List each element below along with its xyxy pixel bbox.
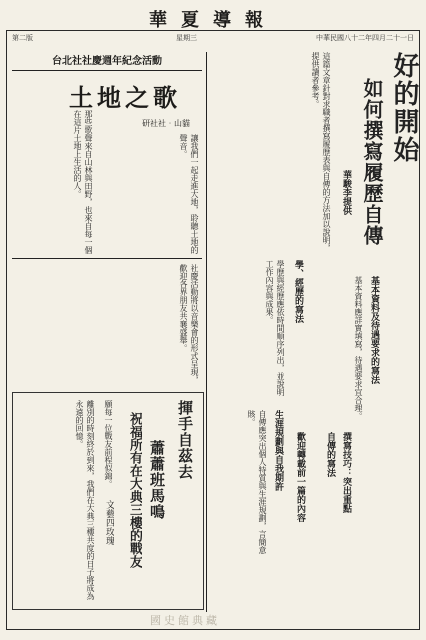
farewell-author: 文藝四玫瑰	[104, 500, 114, 545]
feature-subhead-4: 撰寫技巧：突出重點	[341, 432, 351, 513]
feature-body-2: 學歷與經歷應依時間順序列出，並說明工作內容與成果。	[265, 260, 285, 396]
feature-subtitle: 如何撰寫履歷自傳	[360, 78, 384, 246]
feature-subhead-2: 學、經歷的寫法	[293, 260, 303, 323]
weekday-text: 星期三	[176, 34, 197, 42]
sidebar-body-2: 那些歌聲來自山林與田野，也來自每一個在這片土地上生活的人。	[73, 110, 93, 254]
feature-subhead-1: 基本資料及待遇要求的寫法	[369, 276, 379, 384]
farewell-title-2: 蕭蕭班馬鳴	[148, 440, 166, 520]
sidebar-body-3: 社慶活動將以音樂會的形式呈現，歡迎各界朋友共襄盛舉。	[179, 264, 199, 384]
farewell-subtitle: 祝福所有在大典三樓的戰友	[127, 412, 142, 568]
sidebar-series-label: 台北社社慶週年紀念活動	[52, 56, 162, 67]
farewell-body-2: 願每一位戰友前程似錦。	[104, 400, 113, 488]
sidebar-body-1: 讓我們一起走進大地，聆聽土地的聲音。	[179, 134, 199, 254]
sidebar-byline: 研社社‧山貓	[142, 119, 190, 128]
feature-body-3: 自傳應突出個人特質與生涯規劃，言簡意賅。	[247, 410, 267, 554]
sidebar-title: 土地之歌	[69, 83, 181, 112]
masthead: 華夏導報	[149, 10, 277, 31]
feature-subhead-5: 自傳的寫法	[325, 432, 335, 477]
farewell-title-1: 揮手自茲去	[176, 400, 194, 480]
column-divider	[206, 52, 207, 612]
archive-watermark: 國史館典藏	[150, 614, 220, 627]
page-number: 第二版	[12, 34, 33, 42]
date-text: 中華民國八十二年四月二十一日	[316, 34, 414, 42]
feature-subhead-6: 歡迎轉載前一篇的內容	[295, 432, 305, 522]
feature-body-1: 基本資料應詳實填寫，待遇要求宜合理。	[354, 276, 363, 420]
sidebar-rule	[12, 70, 202, 71]
farewell-body-1: 離別的時刻終於到來，我們在大典三樓共度的日子將成為永遠的回憶。	[75, 400, 95, 600]
feature-subhead-3: 生涯規劃與自我期許	[273, 410, 283, 491]
feature-byline: 華駿李提供	[341, 170, 351, 215]
feature-body-top: 這篇文章針對求職者撰寫履歷表與自傳的方法加以說明，提供讀者參考。	[311, 52, 331, 252]
sidebar-mid-rule	[12, 258, 202, 259]
feature-title: 好的開始	[389, 52, 419, 164]
